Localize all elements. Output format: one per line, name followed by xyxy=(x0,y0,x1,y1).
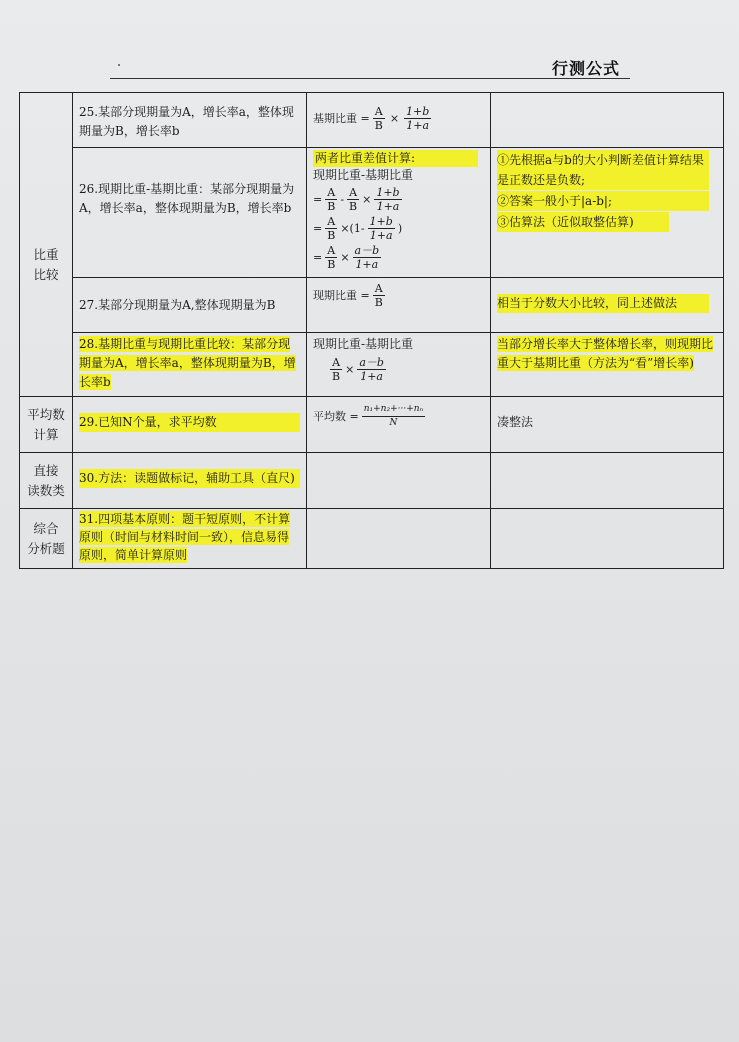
question-cell xyxy=(73,148,307,278)
category-line: 计算 xyxy=(33,426,59,442)
times-sign: × xyxy=(345,363,355,376)
times-sign: × xyxy=(389,112,400,125)
numerator: A xyxy=(327,215,336,228)
category-line: 直接 xyxy=(33,462,59,478)
numerator: 1+b xyxy=(406,105,430,118)
denominator: B xyxy=(327,258,336,271)
table-row-31 xyxy=(20,509,724,569)
denominator: 1+a xyxy=(360,370,383,383)
formula-cell xyxy=(307,148,491,278)
category-average xyxy=(20,397,73,453)
formula-cell xyxy=(307,453,491,509)
fraction xyxy=(368,215,395,242)
fraction xyxy=(325,244,337,271)
numerator: A xyxy=(327,244,336,257)
formula-current-ratio xyxy=(313,282,388,309)
denominator: B xyxy=(327,200,336,213)
question-cell xyxy=(73,453,307,509)
note-cell xyxy=(491,148,724,278)
formula-heading: 两者比重差值计算: xyxy=(313,150,478,167)
category-proportion xyxy=(20,93,73,397)
numerator: a－b xyxy=(359,356,384,369)
formula-cell xyxy=(307,333,491,397)
note-line: 当部分增长率大于整体增长率，则现期比重大于基期比重（方法为“看”增长率) xyxy=(497,337,714,370)
times-sign: × xyxy=(340,251,350,264)
numerator: 1+b xyxy=(369,215,393,228)
category-line: 综合 xyxy=(33,520,59,536)
times-sign: × xyxy=(340,222,350,235)
note-cell xyxy=(491,397,724,453)
formula-line-2 xyxy=(313,215,484,242)
note-line: ③估算法（近似取整估算) xyxy=(497,212,669,232)
fraction xyxy=(373,282,385,309)
category-comprehensive xyxy=(20,509,73,569)
table-row-29 xyxy=(20,397,724,453)
formula-average xyxy=(313,403,428,430)
category-line: 比较 xyxy=(33,266,59,282)
note-cell xyxy=(491,333,724,397)
denominator: N xyxy=(389,418,398,428)
formula-table xyxy=(19,92,724,569)
minus-sign: - xyxy=(340,193,345,206)
numerator: A xyxy=(374,282,383,295)
formula-label: 现期比重 = xyxy=(313,289,370,302)
question-text: 27.某部分现期量为A,整体现期量为B xyxy=(79,298,276,312)
equals-sign: = xyxy=(313,251,323,264)
numerator: A xyxy=(374,105,383,118)
denominator: 1+a xyxy=(406,119,430,132)
note-line: 凑整法 xyxy=(497,415,534,429)
fraction xyxy=(374,186,401,213)
page-title: 行测公式 xyxy=(552,59,621,78)
denominator: B xyxy=(332,370,341,383)
fraction xyxy=(347,186,359,213)
formula-subtitle: 现期比重-基期比重 xyxy=(313,337,414,351)
category-direct xyxy=(20,453,73,509)
formula-base-ratio xyxy=(313,105,434,132)
fraction xyxy=(357,356,386,383)
question-text: 29.已知N个量，求平均数 xyxy=(79,413,300,432)
category-line: 读数类 xyxy=(27,482,65,498)
note-cell xyxy=(491,509,724,569)
equals-sign: = xyxy=(313,193,323,206)
header-rule xyxy=(110,78,630,79)
fraction xyxy=(330,356,342,383)
question-cell xyxy=(73,333,307,397)
question-text: 30.方法：读题做标记，辅助工具（直尺) xyxy=(79,469,300,488)
table-row-25 xyxy=(20,93,724,148)
question-text: 28.基期比重与现期比重比较：某部分现期量为A，增长率a，整体现期量为B，增长率b xyxy=(79,337,296,389)
note-cell xyxy=(491,278,724,333)
formula-cell xyxy=(307,278,491,333)
denominator: B xyxy=(349,200,358,213)
question-cell xyxy=(73,278,307,333)
formula-cell xyxy=(307,93,491,148)
fraction xyxy=(373,105,385,132)
paren-open: (1- xyxy=(349,222,365,235)
times-sign: × xyxy=(362,193,372,206)
table-row-28 xyxy=(20,333,724,397)
formula-line-3 xyxy=(313,244,484,271)
formula-line-1 xyxy=(313,186,484,213)
formula-compare xyxy=(327,356,484,383)
fraction xyxy=(404,105,431,132)
formula-subtitle: 现期比重-基期比重 xyxy=(313,168,414,182)
question-text: 26.现期比重-基期比重：某部分现期量为A，增长率a，整体现期量为B，增长率b xyxy=(79,182,295,215)
numerator: a－b xyxy=(354,244,380,257)
table-row-27 xyxy=(20,278,724,333)
numerator: 1+b xyxy=(376,186,400,199)
fraction xyxy=(325,186,337,213)
formula-cell xyxy=(307,397,491,453)
question-cell xyxy=(73,397,307,453)
numerator: A xyxy=(332,356,341,369)
denominator: B xyxy=(374,119,383,132)
formula-label: 平均数 = xyxy=(313,410,359,423)
question-cell xyxy=(73,93,307,148)
fraction xyxy=(353,244,382,271)
question-text: 31.四项基本原则：题干短原则，不计算原则（时间与材料时间一致），信息易得原则，简单计算原则 xyxy=(79,512,291,562)
equals-sign: = xyxy=(313,222,323,235)
table-row-26 xyxy=(20,148,724,278)
note-line: 相当于分数大小比较，同上述做法 xyxy=(497,294,709,313)
note-cell xyxy=(491,93,724,148)
formula-cell xyxy=(307,509,491,569)
question-cell xyxy=(73,509,307,569)
numerator: A xyxy=(327,186,336,199)
paren-close: ) xyxy=(397,222,403,235)
denominator: B xyxy=(327,229,336,242)
category-line: 平均数 xyxy=(27,406,65,422)
denominator: B xyxy=(374,296,383,309)
category-line: 分析题 xyxy=(27,540,65,556)
category-line: 比重 xyxy=(33,246,59,262)
note-cell xyxy=(491,453,724,509)
note-line: ①先根据a与b的大小判断差值计算结果是正数还是负数; xyxy=(497,150,709,190)
fraction xyxy=(362,403,425,430)
formula-label: 基期比重 = xyxy=(313,112,370,125)
note-line: ②答案一般小于|a-b|; xyxy=(497,191,709,211)
denominator: 1+a xyxy=(369,229,393,242)
scan-speck xyxy=(118,64,120,66)
denominator: 1+a xyxy=(355,258,379,271)
numerator: A xyxy=(349,186,358,199)
denominator: 1+a xyxy=(376,200,400,213)
table-row-30 xyxy=(20,453,724,509)
question-text: 25.某部分现期量为A，增长率a，整体现期量为B，增长率b xyxy=(79,105,294,138)
numerator: n₁+n₂+···+nₙ xyxy=(362,403,425,417)
fraction xyxy=(325,215,337,242)
